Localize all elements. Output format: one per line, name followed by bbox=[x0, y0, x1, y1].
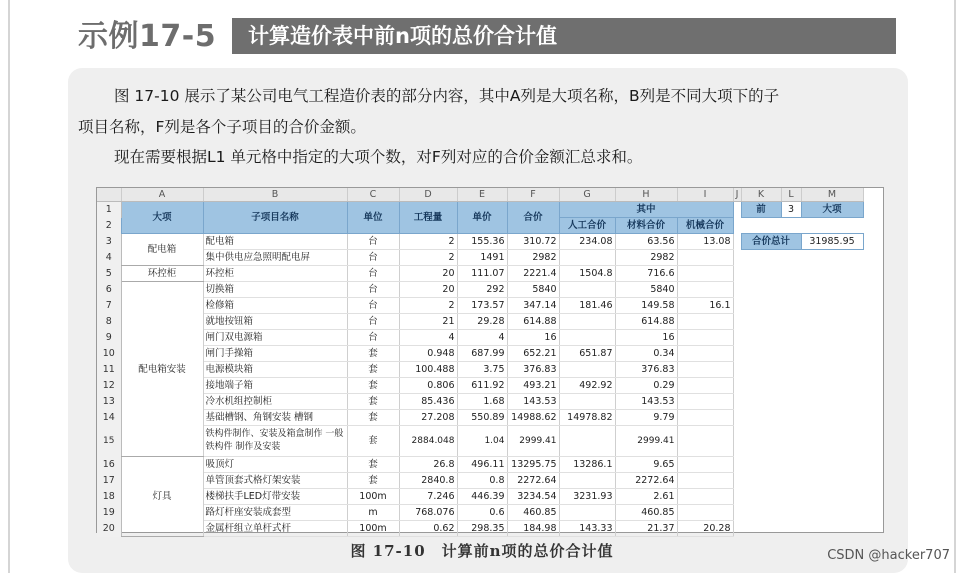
cell-subitem[interactable]: 切换箱 bbox=[203, 282, 347, 298]
cell-unit-price[interactable]: 173.57 bbox=[457, 298, 507, 314]
intro-line-1: 图 17-10 展示了某公司电气工程造价表的部分内容，其中A列是大项名称，B列是不同大项下的子 bbox=[114, 87, 780, 105]
cell-unit[interactable]: 台 bbox=[347, 330, 399, 346]
cell-labor[interactable] bbox=[559, 505, 615, 521]
cell-unit[interactable]: 台 bbox=[347, 250, 399, 266]
cell-material[interactable]: 2272.64 bbox=[615, 473, 677, 489]
cell-labor[interactable] bbox=[559, 394, 615, 410]
cell-j[interactable] bbox=[733, 314, 741, 330]
col-header-b[interactable]: B bbox=[203, 188, 347, 202]
cell-machinery[interactable]: 13.08 bbox=[677, 234, 733, 250]
header-unit: 单位 bbox=[347, 202, 399, 234]
cell-labor[interactable] bbox=[559, 473, 615, 489]
title-bar bbox=[232, 18, 896, 54]
cell-material[interactable]: 2999.41 bbox=[615, 426, 677, 457]
cell-unit-price[interactable]: 292 bbox=[457, 282, 507, 298]
table-row bbox=[97, 473, 863, 489]
cell-machinery[interactable] bbox=[677, 378, 733, 394]
cell-quantity[interactable]: 2 bbox=[399, 234, 457, 250]
sheet-grid bbox=[97, 188, 864, 537]
blank-side-cells bbox=[741, 314, 863, 330]
cell-subitem[interactable]: 金属杆组立单杆式杆 bbox=[203, 521, 347, 537]
cell-unit[interactable]: 100m bbox=[347, 489, 399, 505]
table-header-row-1 bbox=[97, 202, 863, 218]
cell-subitem[interactable]: 铁构件制作、安装及箱盒制作 一般铁构件 制作及安装 bbox=[203, 426, 347, 457]
row-number[interactable]: 20 bbox=[97, 521, 121, 537]
row-number[interactable]: 12 bbox=[97, 378, 121, 394]
cell-quantity[interactable]: 4 bbox=[399, 330, 457, 346]
cell-subitem[interactable]: 单管顶套式格灯架安装 bbox=[203, 473, 347, 489]
cell-total-price[interactable]: 2272.64 bbox=[507, 473, 559, 489]
row-number[interactable]: 13 bbox=[97, 394, 121, 410]
row-number[interactable]: 14 bbox=[97, 410, 121, 426]
cell-quantity[interactable]: 20 bbox=[399, 282, 457, 298]
cell-unit[interactable]: 台 bbox=[347, 234, 399, 250]
blank-side-cells bbox=[741, 489, 863, 505]
example-label: 示例17-5 bbox=[78, 19, 217, 54]
cell-labor[interactable]: 143.33 bbox=[559, 521, 615, 537]
col-header-c[interactable]: C bbox=[347, 188, 399, 202]
blank-side-cells bbox=[741, 505, 863, 521]
cell-category[interactable]: 配电箱安装 bbox=[121, 282, 203, 457]
cell-total-price[interactable]: 2982 bbox=[507, 250, 559, 266]
row-number[interactable]: 2 bbox=[97, 218, 121, 234]
cell-subitem[interactable]: 电源模块箱 bbox=[203, 362, 347, 378]
cell-material[interactable]: 21.37 bbox=[615, 521, 677, 537]
cell-unit[interactable]: 套 bbox=[347, 378, 399, 394]
blank-side-cells bbox=[741, 457, 863, 473]
cell-total-price[interactable]: 143.53 bbox=[507, 394, 559, 410]
cell-quantity[interactable]: 85.436 bbox=[399, 394, 457, 410]
cell-unit-price[interactable]: 3.75 bbox=[457, 362, 507, 378]
cell-unit-price[interactable]: 550.89 bbox=[457, 410, 507, 426]
corner-cell[interactable] bbox=[97, 188, 121, 202]
cell-material[interactable]: 9.79 bbox=[615, 410, 677, 426]
cell-labor[interactable]: 1504.8 bbox=[559, 266, 615, 282]
cell-unit[interactable]: 台 bbox=[347, 266, 399, 282]
blank-side-cells bbox=[741, 298, 863, 314]
cell-material[interactable]: 16 bbox=[615, 330, 677, 346]
intro-line-2: 项目名称，F列是各个子项目的合价金额。 bbox=[78, 118, 366, 136]
cell-quantity[interactable]: 0.948 bbox=[399, 346, 457, 362]
blank-side-cells bbox=[741, 378, 863, 394]
cell-unit-price[interactable]: 0.8 bbox=[457, 473, 507, 489]
table-row bbox=[97, 457, 863, 473]
header-material: 材料合价 bbox=[615, 218, 677, 234]
cell-machinery[interactable] bbox=[677, 266, 733, 282]
cell-quantity[interactable]: 20 bbox=[399, 266, 457, 282]
row-number[interactable]: 18 bbox=[97, 489, 121, 505]
cell-quantity[interactable]: 26.8 bbox=[399, 457, 457, 473]
row-number[interactable]: 19 bbox=[97, 505, 121, 521]
cell-j[interactable] bbox=[733, 330, 741, 346]
blank-side-cells bbox=[741, 473, 863, 489]
cell-unit-price[interactable]: 0.6 bbox=[457, 505, 507, 521]
cell-labor[interactable]: 234.08 bbox=[559, 234, 615, 250]
row-number[interactable]: 17 bbox=[97, 473, 121, 489]
cell-subitem[interactable]: 闸门手操箱 bbox=[203, 346, 347, 362]
blank-side-cells bbox=[733, 218, 863, 234]
cell-machinery[interactable] bbox=[677, 489, 733, 505]
table-row bbox=[97, 410, 863, 426]
cell-category[interactable]: 配电箱 bbox=[121, 234, 203, 266]
cell-machinery[interactable] bbox=[677, 314, 733, 330]
cell-material[interactable]: 614.88 bbox=[615, 314, 677, 330]
cell-material[interactable]: 149.58 bbox=[615, 298, 677, 314]
cell-material[interactable]: 2982 bbox=[615, 250, 677, 266]
cell-unit-price[interactable]: 4 bbox=[457, 330, 507, 346]
table-row bbox=[97, 282, 863, 298]
page-edge-right bbox=[954, 0, 956, 573]
cell-j[interactable] bbox=[733, 457, 741, 473]
cell-material[interactable]: 0.34 bbox=[615, 346, 677, 362]
cell-j[interactable] bbox=[733, 426, 741, 457]
cell-unit[interactable]: 100m bbox=[347, 521, 399, 537]
cell-machinery[interactable] bbox=[677, 362, 733, 378]
cell-total-price[interactable]: 2221.4 bbox=[507, 266, 559, 282]
cell-unit-price[interactable]: 1491 bbox=[457, 250, 507, 266]
col-header-h[interactable]: H bbox=[615, 188, 677, 202]
cell-unit-price[interactable]: 298.35 bbox=[457, 521, 507, 537]
cell-subitem[interactable]: 集中供电应急照明配电屏 bbox=[203, 250, 347, 266]
cell-quantity[interactable]: 0.62 bbox=[399, 521, 457, 537]
cell-quantity[interactable]: 768.076 bbox=[399, 505, 457, 521]
cell-unit[interactable]: m bbox=[347, 505, 399, 521]
cell-machinery[interactable] bbox=[677, 394, 733, 410]
cell-unit-price[interactable]: 29.28 bbox=[457, 314, 507, 330]
row-number[interactable]: 8 bbox=[97, 314, 121, 330]
header-breakdown-group: 其中 bbox=[559, 202, 733, 218]
table-row bbox=[97, 426, 863, 457]
cell-j[interactable] bbox=[733, 394, 741, 410]
cell-subitem[interactable]: 闸门双电源箱 bbox=[203, 330, 347, 346]
cell-unit[interactable]: 台 bbox=[347, 298, 399, 314]
section-title: 计算造价表中前n项的总价合计值 bbox=[248, 24, 557, 48]
cell-labor[interactable]: 651.87 bbox=[559, 346, 615, 362]
table-row bbox=[97, 330, 863, 346]
cell-j[interactable] bbox=[733, 250, 741, 266]
cell-material[interactable]: 376.83 bbox=[615, 362, 677, 378]
table-body bbox=[97, 234, 863, 537]
cell-m1-label[interactable]: 大项 bbox=[801, 202, 863, 218]
cell-k3-label[interactable]: 合价总计 bbox=[741, 234, 801, 250]
blank-side-cells bbox=[741, 250, 863, 266]
row-number[interactable]: 9 bbox=[97, 330, 121, 346]
col-header-f[interactable]: F bbox=[507, 188, 559, 202]
cell-unit[interactable]: 套 bbox=[347, 394, 399, 410]
cell-unit[interactable]: 套 bbox=[347, 346, 399, 362]
cell-unit-price[interactable]: 496.11 bbox=[457, 457, 507, 473]
cell-machinery[interactable] bbox=[677, 250, 733, 266]
cell-labor[interactable] bbox=[559, 250, 615, 266]
cell-labor[interactable]: 3231.93 bbox=[559, 489, 615, 505]
cell-unit-price[interactable]: 687.99 bbox=[457, 346, 507, 362]
cell-labor[interactable] bbox=[559, 282, 615, 298]
row-number[interactable]: 5 bbox=[97, 266, 121, 282]
table-row bbox=[97, 266, 863, 282]
cell-total-price[interactable]: 16 bbox=[507, 330, 559, 346]
header-labor: 人工合价 bbox=[559, 218, 615, 234]
cell-j[interactable] bbox=[733, 489, 741, 505]
blank-side-cells bbox=[741, 394, 863, 410]
cell-machinery[interactable] bbox=[677, 505, 733, 521]
cell-quantity[interactable]: 2 bbox=[399, 250, 457, 266]
cell-material[interactable]: 5840 bbox=[615, 282, 677, 298]
cell-unit[interactable]: 套 bbox=[347, 410, 399, 426]
cell-j[interactable] bbox=[733, 362, 741, 378]
cell-total-price[interactable]: 13295.75 bbox=[507, 457, 559, 473]
blank-side-cells bbox=[741, 426, 863, 457]
cell-category[interactable]: 环控柜 bbox=[121, 266, 203, 282]
cell-unit[interactable]: 套 bbox=[347, 473, 399, 489]
cell-subitem[interactable]: 基础槽钢、角钢安装 槽钢 bbox=[203, 410, 347, 426]
cell-j[interactable] bbox=[733, 298, 741, 314]
blank-side-cells bbox=[741, 266, 863, 282]
cell-labor[interactable] bbox=[559, 330, 615, 346]
cell-subitem[interactable]: 检修箱 bbox=[203, 298, 347, 314]
cell-j[interactable] bbox=[733, 521, 741, 537]
cell-subitem[interactable]: 楼梯扶手LED灯带安装 bbox=[203, 489, 347, 505]
cell-subitem[interactable]: 路灯杆座安装成套型 bbox=[203, 505, 347, 521]
table-row bbox=[97, 505, 863, 521]
cell-material[interactable]: 143.53 bbox=[615, 394, 677, 410]
table-row bbox=[97, 489, 863, 505]
cell-j[interactable] bbox=[733, 234, 741, 250]
table-row bbox=[97, 314, 863, 330]
cell-unit-price[interactable]: 446.39 bbox=[457, 489, 507, 505]
cell-unit-price[interactable]: 111.07 bbox=[457, 266, 507, 282]
cell-machinery[interactable] bbox=[677, 282, 733, 298]
cell-total-price[interactable]: 14988.62 bbox=[507, 410, 559, 426]
header-machinery: 机械合价 bbox=[677, 218, 733, 234]
header-total-price: 合价 bbox=[507, 202, 559, 234]
row-number[interactable]: 6 bbox=[97, 282, 121, 298]
cell-k1-label[interactable]: 前 bbox=[741, 202, 781, 218]
cell-material[interactable]: 716.6 bbox=[615, 266, 677, 282]
blank-side-cells bbox=[741, 362, 863, 378]
table-row bbox=[97, 234, 863, 250]
cell-unit[interactable]: 套 bbox=[347, 362, 399, 378]
cell-total-price[interactable]: 347.14 bbox=[507, 298, 559, 314]
cell-total-price[interactable]: 614.88 bbox=[507, 314, 559, 330]
cell-category[interactable]: 灯具 bbox=[121, 457, 203, 537]
col-header-d[interactable]: D bbox=[399, 188, 457, 202]
cell-quantity[interactable]: 2 bbox=[399, 298, 457, 314]
cell-j[interactable] bbox=[733, 505, 741, 521]
page-edge-left bbox=[8, 0, 10, 573]
col-header-k[interactable]: K bbox=[741, 188, 781, 202]
cell-total-price[interactable]: 3234.54 bbox=[507, 489, 559, 505]
cell-quantity[interactable]: 21 bbox=[399, 314, 457, 330]
cell-j[interactable] bbox=[733, 473, 741, 489]
row-number[interactable]: 3 bbox=[97, 234, 121, 250]
row-number[interactable]: 1 bbox=[97, 202, 121, 218]
spreadsheet bbox=[96, 187, 884, 533]
cell-labor[interactable]: 181.46 bbox=[559, 298, 615, 314]
cell-j[interactable] bbox=[733, 266, 741, 282]
cell-total-price[interactable]: 2999.41 bbox=[507, 426, 559, 457]
cell-labor[interactable] bbox=[559, 426, 615, 457]
cell-quantity[interactable]: 7.246 bbox=[399, 489, 457, 505]
col-header-l[interactable]: L bbox=[781, 188, 801, 202]
cell-material[interactable]: 0.29 bbox=[615, 378, 677, 394]
cell-material[interactable]: 460.85 bbox=[615, 505, 677, 521]
cell-unit-price[interactable]: 611.92 bbox=[457, 378, 507, 394]
cell-machinery[interactable] bbox=[677, 426, 733, 457]
col-header-g[interactable]: G bbox=[559, 188, 615, 202]
header-subitem: 子项目名称 bbox=[203, 202, 347, 234]
cell-machinery[interactable] bbox=[677, 457, 733, 473]
row-number[interactable]: 15 bbox=[97, 426, 121, 457]
cell-j[interactable] bbox=[733, 378, 741, 394]
table-row bbox=[97, 250, 863, 266]
cell-total-price[interactable]: 460.85 bbox=[507, 505, 559, 521]
row-number[interactable]: 11 bbox=[97, 362, 121, 378]
blank-side-cells bbox=[741, 330, 863, 346]
cell-subitem[interactable]: 吸顶灯 bbox=[203, 457, 347, 473]
cell-labor[interactable]: 14978.82 bbox=[559, 410, 615, 426]
cell-material[interactable]: 2.61 bbox=[615, 489, 677, 505]
cell-subitem[interactable]: 接地端子箱 bbox=[203, 378, 347, 394]
intro-line-3: 现在需要根据L1 单元格中指定的大项个数，对F列对应的合价金额汇总求和。 bbox=[114, 148, 643, 166]
col-header-i[interactable]: I bbox=[677, 188, 733, 202]
cell-quantity[interactable]: 100.488 bbox=[399, 362, 457, 378]
cell-total-price[interactable]: 376.83 bbox=[507, 362, 559, 378]
cell-m3-total[interactable]: 31985.95 bbox=[801, 234, 863, 250]
cell-total-price[interactable]: 5840 bbox=[507, 282, 559, 298]
blank-side-cells bbox=[741, 282, 863, 298]
cell-j[interactable] bbox=[733, 346, 741, 362]
cell-unit[interactable]: 套 bbox=[347, 426, 399, 457]
cell-labor[interactable] bbox=[559, 314, 615, 330]
cell-total-price[interactable]: 310.72 bbox=[507, 234, 559, 250]
cell-unit-price[interactable]: 1.04 bbox=[457, 426, 507, 457]
row-number[interactable]: 16 bbox=[97, 457, 121, 473]
figure-caption: 图 17-10 计算前n项的总价合计值 bbox=[350, 542, 614, 560]
cell-quantity[interactable]: 2884.048 bbox=[399, 426, 457, 457]
cell-subitem[interactable]: 就地按钮箱 bbox=[203, 314, 347, 330]
blank-side-cells bbox=[741, 521, 863, 537]
table-row bbox=[97, 346, 863, 362]
cell-machinery[interactable] bbox=[677, 473, 733, 489]
cell-total-price[interactable]: 652.21 bbox=[507, 346, 559, 362]
cell-material[interactable]: 63.56 bbox=[615, 234, 677, 250]
blank-side-cells bbox=[741, 346, 863, 362]
watermark: CSDN @hacker707 bbox=[827, 548, 950, 563]
cell-labor[interactable] bbox=[559, 362, 615, 378]
cell-quantity[interactable]: 2840.8 bbox=[399, 473, 457, 489]
header-unit-price: 单价 bbox=[457, 202, 507, 234]
header-category: 大项 bbox=[121, 202, 203, 234]
cell-material[interactable]: 9.65 bbox=[615, 457, 677, 473]
cell-machinery[interactable]: 20.28 bbox=[677, 521, 733, 537]
cell-unit-price[interactable]: 155.36 bbox=[457, 234, 507, 250]
table-row bbox=[97, 378, 863, 394]
cell-machinery[interactable] bbox=[677, 410, 733, 426]
cell-machinery[interactable]: 16.1 bbox=[677, 298, 733, 314]
cell-machinery[interactable] bbox=[677, 346, 733, 362]
row-number[interactable]: 10 bbox=[97, 346, 121, 362]
cell-unit-price[interactable]: 1.68 bbox=[457, 394, 507, 410]
cell-subitem[interactable]: 配电箱 bbox=[203, 234, 347, 250]
cell-j1[interactable] bbox=[733, 202, 741, 218]
cell-j[interactable] bbox=[733, 282, 741, 298]
col-header-e[interactable]: E bbox=[457, 188, 507, 202]
table-row bbox=[97, 298, 863, 314]
cell-labor[interactable]: 492.92 bbox=[559, 378, 615, 394]
row-number[interactable]: 7 bbox=[97, 298, 121, 314]
cell-quantity[interactable]: 0.806 bbox=[399, 378, 457, 394]
cell-total-price[interactable]: 493.21 bbox=[507, 378, 559, 394]
col-header-m[interactable]: M bbox=[801, 188, 863, 202]
cell-subitem[interactable]: 冷水机组控制柜 bbox=[203, 394, 347, 410]
cell-j[interactable] bbox=[733, 410, 741, 426]
cell-labor[interactable]: 13286.1 bbox=[559, 457, 615, 473]
cell-unit[interactable]: 台 bbox=[347, 314, 399, 330]
col-header-a[interactable]: A bbox=[121, 188, 203, 202]
cell-unit[interactable]: 台 bbox=[347, 282, 399, 298]
cell-l1-count[interactable]: 3 bbox=[781, 202, 801, 218]
cell-unit[interactable]: 套 bbox=[347, 457, 399, 473]
header-quantity: 工程量 bbox=[399, 202, 457, 234]
blank-side-cells bbox=[741, 410, 863, 426]
column-header-row bbox=[97, 188, 863, 202]
cell-quantity[interactable]: 27.208 bbox=[399, 410, 457, 426]
cell-machinery[interactable] bbox=[677, 330, 733, 346]
row-number[interactable]: 4 bbox=[97, 250, 121, 266]
table-row bbox=[97, 394, 863, 410]
table-row bbox=[97, 362, 863, 378]
cell-subitem[interactable]: 环控柜 bbox=[203, 266, 347, 282]
table-row bbox=[97, 521, 863, 537]
cell-total-price[interactable]: 184.98 bbox=[507, 521, 559, 537]
col-header-j[interactable]: J bbox=[733, 188, 741, 202]
